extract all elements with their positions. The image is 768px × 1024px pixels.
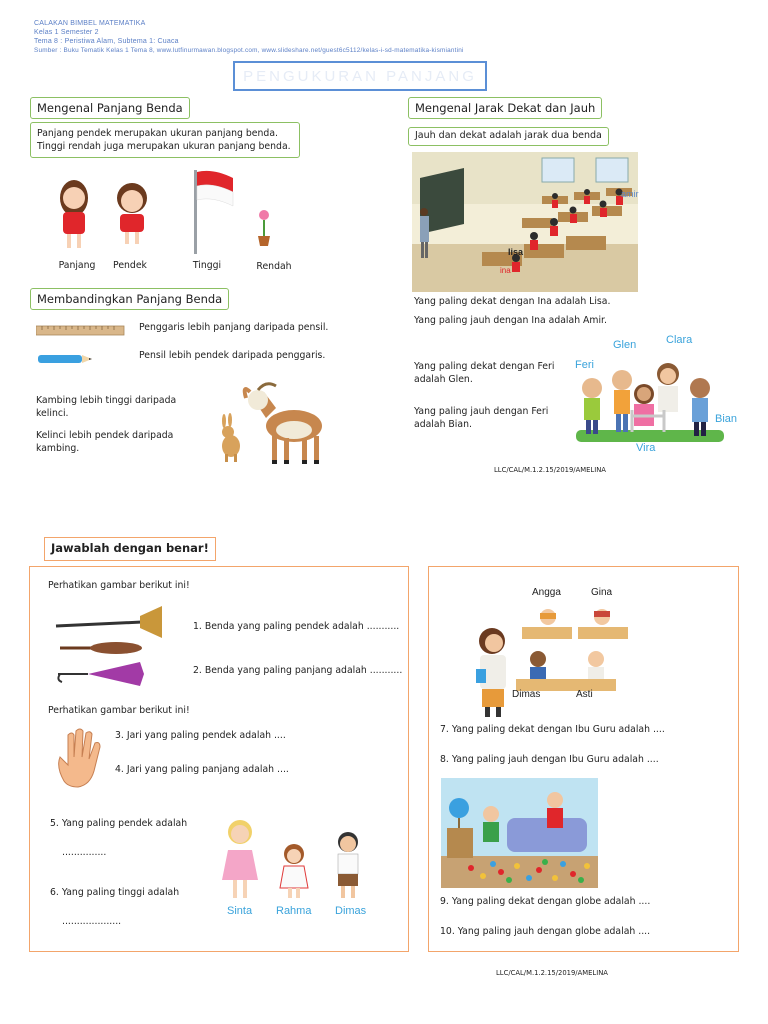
heading-panjang: Mengenal Panjang Benda [30, 97, 190, 119]
goat-rabbit-illustration [206, 378, 336, 470]
label-amir: amir [621, 189, 639, 199]
hand-icon [54, 727, 108, 789]
umbrella-icon [58, 662, 144, 686]
name-dimas: Dimas [335, 905, 367, 917]
teacher-icon [476, 628, 506, 717]
name-sinta: Sinta [227, 905, 253, 917]
name-rahma: Rahma [276, 905, 312, 917]
name-feri: Feri [575, 359, 594, 371]
name-clara: Clara [666, 334, 693, 346]
caption-pendek: Pendek [113, 260, 147, 271]
pencil-text: Pensil lebih pendek daripada penggaris. [139, 350, 326, 361]
classroom-illustration [412, 152, 638, 292]
page-title: PENGUKURAN PANJANG [233, 61, 487, 91]
name-angga: Angga [532, 587, 561, 598]
header-line-4: Sumber : Buku Tematik Kelas 1 Tema 8, www.lutfinurmawan.blogspot.com, www.slideshare.net/guest6c5112/kelas-i-sd-matematika-kismiantini [34, 47, 464, 54]
label-ina: ina [500, 266, 511, 275]
glen-icon [612, 370, 632, 432]
boy-left-icon [483, 806, 499, 842]
question-5: 5. Yang paling pendek adalah [50, 818, 188, 829]
instruction-1: Perhatikan gambar berikut ini! [48, 580, 190, 591]
rabbit-icon [222, 413, 240, 462]
rahma-icon [280, 844, 308, 898]
question-6-blank: .................... [62, 916, 122, 927]
broom-icon [56, 606, 162, 638]
caption-rendah: Rendah [256, 261, 292, 272]
pencil-icon [38, 355, 92, 363]
window-icon [542, 158, 574, 182]
footer-code-bottom: LLC/CAL/M.1.2.15/2019/AMELINA [496, 969, 608, 977]
bian-icon [690, 378, 710, 436]
name-glen: Glen [613, 339, 637, 351]
broom-duster-umbrella-illustration [52, 602, 168, 692]
caption-tinggi: Tinggi [192, 260, 222, 271]
question-10: 10. Yang paling jauh dengan globe adalah .... [440, 926, 651, 937]
jarak-line-1: Yang paling dekat dengan Ina adalah Lisa. [414, 296, 611, 307]
header-line-3: Tema 8 : Peristiwa Alam, Subtema 1: Cuaca [34, 38, 179, 45]
ruler-pencil-illustration [36, 322, 128, 368]
flag-icon [194, 170, 233, 254]
label-lisa: lisa [508, 247, 524, 257]
feri-icon [582, 378, 602, 434]
shelf-icon [447, 828, 473, 858]
question-8: 8. Yang paling jauh dengan Ibu Guru adalah .... [440, 754, 659, 765]
heading-jarak: Mengenal Jarak Dekat dan Jauh [408, 97, 602, 119]
name-gina: Gina [591, 587, 613, 598]
kids-group-illustration [572, 346, 738, 454]
question-6: 6. Yang paling tinggi adalah [50, 887, 180, 898]
footer-code-top: LLC/CAL/M.1.2.15/2019/AMELINA [494, 466, 606, 474]
ruler-text: Penggaris lebih panjang daripada pensil. [139, 322, 329, 333]
short-girl-icon [117, 183, 147, 244]
panjang-illustration [48, 168, 298, 258]
panjang-line-1: Panjang pendek merupakan ukuran panjang benda. [37, 128, 278, 139]
question-4: 4. Jari yang paling panjang adalah .... [115, 764, 289, 775]
question-5-blank: ............... [62, 847, 107, 858]
jarak-line-2: Yang paling jauh dengan Ina adalah Amir. [414, 315, 607, 326]
tall-girl-icon [60, 180, 88, 248]
flower-icon [258, 210, 270, 246]
panjang-line-2: Tinggi rendah juga merupakan ukuran panjang benda. [37, 141, 291, 152]
question-9: 9. Yang paling dekat dengan globe adalah .... [440, 896, 651, 907]
duster-icon [60, 642, 142, 654]
panjang-definition-box [30, 122, 300, 158]
name-vira: Vira [636, 442, 656, 454]
dimas-icon [338, 832, 358, 898]
clara-icon [657, 363, 679, 412]
jarak-subheading: Jauh dan dekat adalah jarak dua benda [408, 127, 609, 146]
name-dimas-class: Dimas [512, 689, 541, 700]
question-1: 1. Benda yang paling pendek adalah ........... [193, 621, 400, 632]
instruction-2: Perhatikan gambar berikut ini! [48, 705, 190, 716]
name-bian: Bian [715, 413, 738, 425]
jarak-line-3: Yang paling dekat dengan Feri adalah Glen. [414, 361, 555, 385]
goat-text-1: Kambing lebih tinggi daripada kelinci. [36, 395, 177, 419]
three-kids-illustration [222, 818, 372, 904]
goat-text-2: Kelinci lebih pendek daripada kambing. [36, 430, 174, 454]
header-line-1: CALAKAN BIMBEL MATEMATIKA [34, 20, 146, 27]
heading-membandingkan: Membandingkan Panjang Benda [30, 288, 229, 310]
question-7: 7. Yang paling dekat dengan Ibu Guru adalah .... [440, 724, 665, 735]
playroom-illustration [441, 778, 598, 888]
exercise-heading: Jawablah dengan benar! [44, 537, 216, 561]
header-line-2: Kelas 1 Semester 2 [34, 29, 99, 36]
boy-right-icon [547, 792, 563, 828]
ruler-icon [36, 326, 124, 335]
goat-icon [245, 384, 322, 464]
jarak-line-4: Yang paling jauh dengan Feri adalah Bian. [414, 406, 549, 430]
class-teacher-illustration [468, 595, 638, 719]
question-2: 2. Benda yang paling panjang adalah ........... [193, 665, 403, 676]
caption-panjang: Panjang [58, 260, 96, 271]
sinta-icon [222, 820, 258, 898]
question-3: 3. Jari yang paling pendek adalah .... [115, 730, 286, 741]
name-asti: Asti [576, 689, 593, 700]
vira-icon [634, 384, 654, 426]
